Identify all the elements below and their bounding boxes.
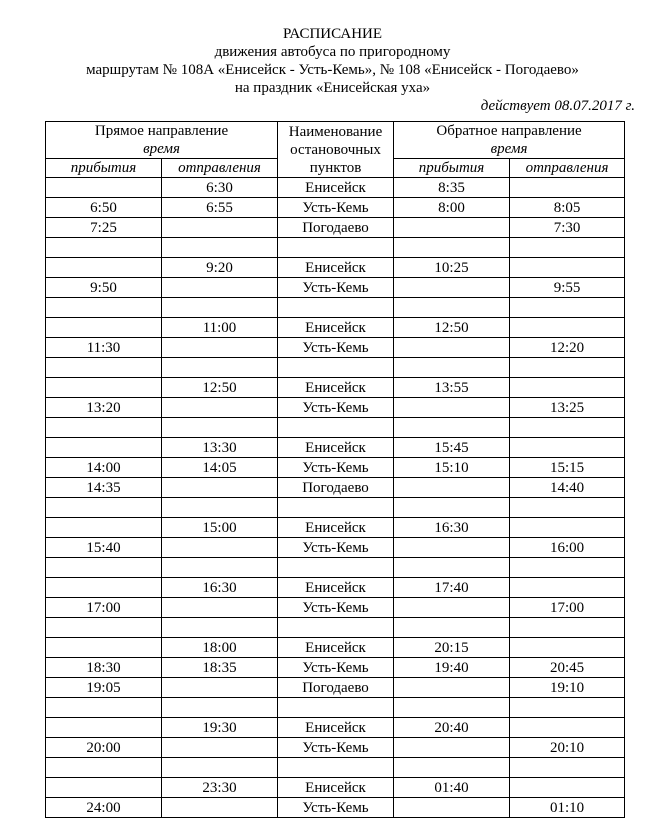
arrival-forward-cell: 17:00 — [46, 598, 162, 618]
arrival-return-cell: 10:25 — [394, 258, 510, 278]
arrival-return-cell — [394, 358, 510, 378]
arrival-forward-cell — [46, 558, 162, 578]
stop-name-cell: Усть-Кемь — [278, 458, 394, 478]
arrival-return-cell — [394, 798, 510, 818]
table-row — [46, 298, 625, 318]
arrival-return-cell: 13:55 — [394, 378, 510, 398]
departure-return-cell: 15:15 — [510, 458, 625, 478]
table-row — [46, 278, 625, 298]
departure-return-cell — [510, 518, 625, 538]
departure-return-cell — [510, 298, 625, 318]
stop-name-cell — [278, 618, 394, 638]
stop-name-cell — [278, 498, 394, 518]
departure-return-cell — [510, 558, 625, 578]
stop-name-cell: Усть-Кемь — [278, 538, 394, 558]
departure-forward-cell: 12:50 — [162, 378, 278, 398]
arrival-return-cell — [394, 218, 510, 238]
departure-return-cell — [510, 358, 625, 378]
departure-forward-cell: 11:00 — [162, 318, 278, 338]
departure-return-cell — [510, 258, 625, 278]
subtitle-line: движения автобуса по пригородному — [214, 44, 451, 60]
arrival-return-cell — [394, 758, 510, 778]
table-row — [46, 178, 625, 198]
title-block — [0, 25, 665, 97]
stop-name-cell — [278, 758, 394, 778]
departure-forward-cell: 16:30 — [162, 578, 278, 598]
departure-forward-cell: 9:20 — [162, 258, 278, 278]
col-arrival-return: прибытия — [394, 159, 510, 178]
departure-return-cell — [510, 698, 625, 718]
departure-forward-cell — [162, 598, 278, 618]
departure-return-cell: 17:00 — [510, 598, 625, 618]
departure-forward-cell — [162, 338, 278, 358]
forward-direction-header — [46, 122, 278, 159]
departure-forward-cell: 18:00 — [162, 638, 278, 658]
table-row — [46, 738, 625, 758]
arrival-return-cell — [394, 278, 510, 298]
departure-return-cell — [510, 778, 625, 798]
arrival-forward-cell — [46, 498, 162, 518]
table-row — [46, 658, 625, 678]
arrival-return-cell: 8:35 — [394, 178, 510, 198]
departure-return-cell: 16:00 — [510, 538, 625, 558]
departure-forward-cell — [162, 278, 278, 298]
departure-return-cell — [510, 618, 625, 638]
departure-forward-cell — [162, 358, 278, 378]
arrival-forward-cell — [46, 298, 162, 318]
table-row — [46, 718, 625, 738]
arrival-forward-cell — [46, 438, 162, 458]
stop-name-cell: Енисейск — [278, 778, 394, 798]
stop-name-cell — [278, 238, 394, 258]
arrival-forward-cell: 13:20 — [46, 398, 162, 418]
schedule-table — [45, 121, 625, 818]
stop-name-cell: Усть-Кемь — [278, 278, 394, 298]
arrival-return-cell: 17:40 — [394, 578, 510, 598]
stop-name-cell: Енисейск — [278, 378, 394, 398]
table-row — [46, 798, 625, 818]
arrival-forward-cell — [46, 238, 162, 258]
arrival-return-cell: 8:00 — [394, 198, 510, 218]
departure-forward-cell: 19:30 — [162, 718, 278, 738]
schedule-body — [46, 178, 625, 818]
stop-name-cell: Усть-Кемь — [278, 338, 394, 358]
table-row — [46, 198, 625, 218]
table-row — [46, 238, 625, 258]
table-row — [46, 418, 625, 438]
table-row — [46, 378, 625, 398]
departure-return-cell — [510, 718, 625, 738]
departure-return-cell — [510, 378, 625, 398]
arrival-return-cell — [394, 698, 510, 718]
col-arrival-forward: прибытия — [46, 159, 162, 178]
stop-name-cell: Енисейск — [278, 578, 394, 598]
arrival-return-cell: 12:50 — [394, 318, 510, 338]
arrival-return-cell — [394, 618, 510, 638]
arrival-forward-cell: 14:00 — [46, 458, 162, 478]
arrival-forward-cell — [46, 718, 162, 738]
departure-forward-cell: 15:00 — [162, 518, 278, 538]
arrival-return-cell: 16:30 — [394, 518, 510, 538]
table-row — [46, 498, 625, 518]
departure-forward-cell — [162, 218, 278, 238]
arrival-return-cell — [394, 338, 510, 358]
departure-forward-cell — [162, 418, 278, 438]
departure-forward-cell — [162, 738, 278, 758]
departure-forward-cell — [162, 618, 278, 638]
arrival-forward-cell — [46, 318, 162, 338]
stop-name-cell: Усть-Кемь — [278, 398, 394, 418]
departure-return-cell — [510, 498, 625, 518]
departure-return-cell: 7:30 — [510, 218, 625, 238]
table-row — [46, 678, 625, 698]
arrival-return-cell — [394, 238, 510, 258]
departure-forward-cell — [162, 798, 278, 818]
stop-name-cell: Енисейск — [278, 258, 394, 278]
table-row — [46, 518, 625, 538]
arrival-forward-cell — [46, 638, 162, 658]
table-row — [46, 258, 625, 278]
arrival-forward-cell — [46, 698, 162, 718]
forward-direction-label: Прямое направление — [94, 123, 229, 139]
table-row — [46, 778, 625, 798]
stops-header-line-2: остановочных — [290, 141, 381, 158]
departure-return-cell — [510, 758, 625, 778]
arrival-return-cell — [394, 738, 510, 758]
table-row — [46, 438, 625, 458]
departure-return-cell — [510, 238, 625, 258]
arrival-forward-cell: 15:40 — [46, 538, 162, 558]
departure-return-cell: 14:40 — [510, 478, 625, 498]
table-row — [46, 218, 625, 238]
arrival-forward-cell — [46, 418, 162, 438]
arrival-return-cell: 15:10 — [394, 458, 510, 478]
table-row — [46, 598, 625, 618]
departure-return-cell: 01:10 — [510, 798, 625, 818]
stop-name-cell — [278, 358, 394, 378]
forward-time-label: время — [143, 141, 180, 157]
stop-name-cell — [278, 298, 394, 318]
arrival-forward-cell: 11:30 — [46, 338, 162, 358]
table-row — [46, 638, 625, 658]
arrival-return-cell — [394, 478, 510, 498]
stop-name-cell: Усть-Кемь — [278, 798, 394, 818]
departure-return-cell: 12:20 — [510, 338, 625, 358]
departure-return-cell — [510, 318, 625, 338]
stop-name-cell: Енисейск — [278, 318, 394, 338]
arrival-forward-cell — [46, 258, 162, 278]
arrival-return-cell: 01:40 — [394, 778, 510, 798]
departure-return-cell — [510, 438, 625, 458]
document-title: РАСПИСАНИЕ — [282, 26, 383, 42]
col-departure-return: отправления — [510, 159, 625, 178]
table-row — [46, 578, 625, 598]
arrival-forward-cell: 19:05 — [46, 678, 162, 698]
return-direction-header — [394, 122, 625, 159]
stops-header — [278, 122, 394, 178]
arrival-return-cell — [394, 418, 510, 438]
col-departure-forward: отправления — [162, 159, 278, 178]
arrival-forward-cell — [46, 618, 162, 638]
table-row — [46, 318, 625, 338]
table-row — [46, 358, 625, 378]
departure-forward-cell — [162, 758, 278, 778]
departure-return-cell: 9:55 — [510, 278, 625, 298]
table-row — [46, 398, 625, 418]
departure-forward-cell: 23:30 — [162, 778, 278, 798]
stop-name-cell: Енисейск — [278, 718, 394, 738]
arrival-forward-cell: 6:50 — [46, 198, 162, 218]
stop-name-cell: Усть-Кемь — [278, 198, 394, 218]
departure-forward-cell: 6:30 — [162, 178, 278, 198]
arrival-return-cell — [394, 298, 510, 318]
table-row — [46, 758, 625, 778]
table-row — [46, 338, 625, 358]
arrival-forward-cell — [46, 758, 162, 778]
arrival-forward-cell: 18:30 — [46, 658, 162, 678]
arrival-return-cell — [394, 498, 510, 518]
stop-name-cell — [278, 698, 394, 718]
departure-forward-cell: 18:35 — [162, 658, 278, 678]
departure-forward-cell — [162, 478, 278, 498]
arrival-forward-cell — [46, 358, 162, 378]
departure-forward-cell — [162, 558, 278, 578]
occasion-line: на праздник «Енисейская уха» — [234, 80, 431, 96]
table-row — [46, 458, 625, 478]
stop-name-cell: Енисейск — [278, 638, 394, 658]
return-time-label: время — [490, 141, 528, 157]
departure-forward-cell — [162, 298, 278, 318]
stop-name-cell — [278, 558, 394, 578]
arrival-forward-cell: 24:00 — [46, 798, 162, 818]
departure-forward-cell — [162, 238, 278, 258]
arrival-forward-cell — [46, 518, 162, 538]
arrival-return-cell — [394, 678, 510, 698]
stop-name-cell: Енисейск — [278, 178, 394, 198]
routes-line: маршрутам № 108А «Енисейск - Усть-Кемь», № 108 «Енисейск - Погодаево» — [86, 62, 579, 78]
stop-name-cell — [278, 418, 394, 438]
departure-forward-cell — [162, 498, 278, 518]
departure-forward-cell — [162, 398, 278, 418]
arrival-forward-cell — [46, 778, 162, 798]
table-row — [46, 478, 625, 498]
departure-return-cell — [510, 578, 625, 598]
arrival-return-cell — [394, 598, 510, 618]
stop-name-cell: Погодаево — [278, 478, 394, 498]
arrival-forward-cell — [46, 578, 162, 598]
stop-name-cell: Усть-Кемь — [278, 738, 394, 758]
stops-header-line-3: пунктов — [309, 159, 362, 176]
stops-header-line-1: Наименование — [288, 123, 383, 140]
arrival-return-cell: 15:45 — [394, 438, 510, 458]
arrival-return-cell: 19:40 — [394, 658, 510, 678]
departure-return-cell: 8:05 — [510, 198, 625, 218]
departure-forward-cell: 6:55 — [162, 198, 278, 218]
stop-name-cell: Погодаево — [278, 218, 394, 238]
departure-forward-cell: 13:30 — [162, 438, 278, 458]
arrival-return-cell — [394, 398, 510, 418]
arrival-forward-cell: 7:25 — [46, 218, 162, 238]
arrival-forward-cell: 9:50 — [46, 278, 162, 298]
valid-from-note: действует 08.07.2017 г. — [480, 98, 635, 114]
table-row — [46, 538, 625, 558]
arrival-forward-cell: 20:00 — [46, 738, 162, 758]
departure-forward-cell — [162, 698, 278, 718]
stop-name-cell: Усть-Кемь — [278, 658, 394, 678]
arrival-forward-cell — [46, 378, 162, 398]
arrival-return-cell — [394, 538, 510, 558]
departure-return-cell: 13:25 — [510, 398, 625, 418]
stop-name-cell: Усть-Кемь — [278, 598, 394, 618]
stop-name-cell: Енисейск — [278, 438, 394, 458]
arrival-forward-cell — [46, 178, 162, 198]
return-direction-label: Обратное направление — [436, 123, 582, 139]
departure-forward-cell — [162, 678, 278, 698]
departure-return-cell — [510, 418, 625, 438]
departure-return-cell: 19:10 — [510, 678, 625, 698]
table-row — [46, 558, 625, 578]
arrival-return-cell: 20:15 — [394, 638, 510, 658]
departure-return-cell — [510, 178, 625, 198]
stop-name-cell: Погодаево — [278, 678, 394, 698]
departure-return-cell — [510, 638, 625, 658]
arrival-forward-cell: 14:35 — [46, 478, 162, 498]
departure-return-cell: 20:10 — [510, 738, 625, 758]
arrival-return-cell: 20:40 — [394, 718, 510, 738]
stop-name-cell: Енисейск — [278, 518, 394, 538]
arrival-return-cell — [394, 558, 510, 578]
departure-forward-cell: 14:05 — [162, 458, 278, 478]
departure-forward-cell — [162, 538, 278, 558]
table-row — [46, 618, 625, 638]
table-row — [46, 698, 625, 718]
departure-return-cell: 20:45 — [510, 658, 625, 678]
